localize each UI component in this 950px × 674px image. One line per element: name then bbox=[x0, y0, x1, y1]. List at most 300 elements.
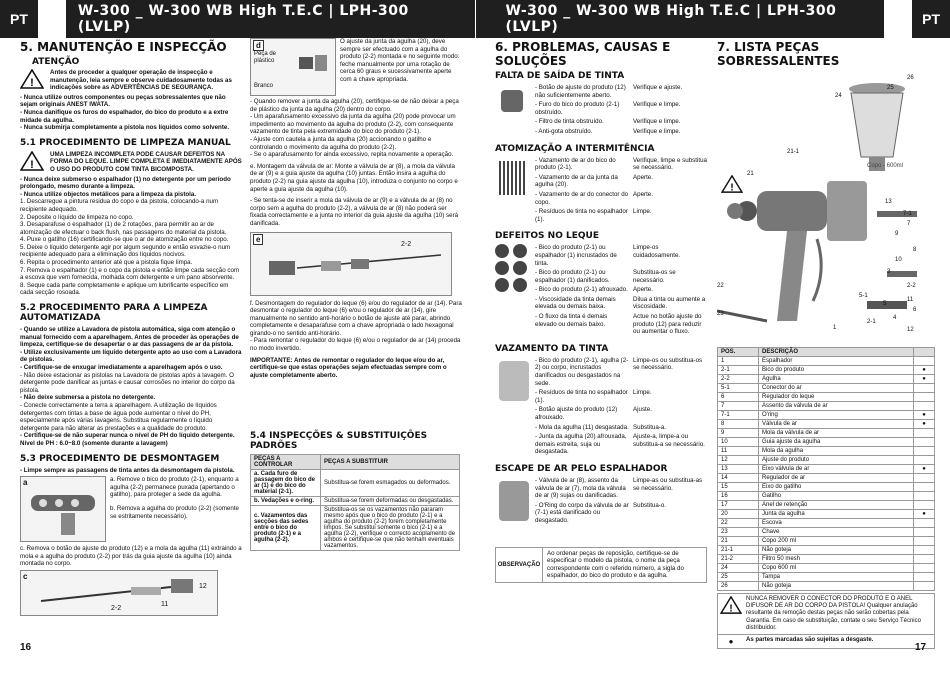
trouble-cause: - Vazamento de ar do bico do produto (2-1). bbox=[535, 156, 616, 172]
trouble-row bbox=[535, 357, 707, 387]
note-1: NUNCA REMOVER O CONECTOR DO PRODUTO E O ANEL DIFUSOR DE AR DO CORPO DA PISTOLA! Qualquer anulação resultante da remoção destas peças não serão cobertas pela Garantia. Em caso de substituição, contate o seu Serviço Técnico distribuidor. bbox=[746, 596, 921, 631]
diagram-part-label: 23 bbox=[717, 311, 724, 317]
warning-icon bbox=[720, 596, 742, 614]
parts-row bbox=[718, 528, 935, 537]
inspection-table bbox=[250, 454, 460, 551]
part-desc: Anel de retenção bbox=[759, 501, 914, 510]
parts-row bbox=[718, 492, 935, 501]
parts-row bbox=[718, 438, 935, 447]
obs-text: Ao ordenar peças de reposição, certifique-se de especificar o modelo da pistola, o nome da peça correspondente com o referido número, a sigla do espalhador, do bico do produto e da agulha. bbox=[547, 549, 684, 580]
troubleshooting-column bbox=[495, 38, 707, 583]
diagram-part-label: 22 bbox=[717, 283, 724, 289]
svg-text:!: ! bbox=[30, 158, 34, 171]
part-desc: Espalhador bbox=[759, 357, 914, 366]
col-pos: POS. bbox=[718, 348, 759, 357]
spray-gun-diagram bbox=[717, 71, 935, 341]
language-tag-right: PT bbox=[912, 0, 950, 38]
falta-illustration bbox=[495, 84, 535, 138]
part-desc: Junta da agulha bbox=[759, 510, 914, 519]
text-d4: - Ajuste com cautela a junta da agulha (20) accionando o gatilho e controlando o movimento da agulha do produto (2-2). bbox=[250, 135, 432, 151]
text-53: - Limpe sempre as passagens de tinta antes da desmontagem da pistola. bbox=[20, 466, 235, 474]
trouble-remedy: Verifique e limpe. bbox=[633, 118, 681, 126]
table-row bbox=[251, 506, 460, 551]
left-page-right-column bbox=[250, 38, 462, 551]
parts-row bbox=[718, 402, 935, 411]
figure-c bbox=[20, 570, 218, 616]
trouble-remedy: Substitua-os se necessário. bbox=[633, 269, 676, 284]
warning-block bbox=[20, 69, 242, 92]
parts-row bbox=[718, 357, 935, 366]
part-desc: Mola da agulha bbox=[759, 447, 914, 456]
part-desc: Mola da válvula de ar bbox=[759, 429, 914, 438]
parts-table bbox=[717, 347, 935, 591]
parts-row bbox=[718, 546, 935, 555]
trouble-cause: - Viscosidade da tinta demais elevada ou demais baixa. bbox=[535, 295, 616, 311]
text-e2: - Se tenta-se de inserir a mola da válvula de ar (9) e a válvula de ar (8) no corpo sem a agulha do produto (2-2), a válvula de ar (8) não poderá ser fixada correctamente e a junta no interior da guia ajuste da agulha (10) será danificada. bbox=[250, 197, 459, 227]
parts-row bbox=[718, 564, 935, 573]
parts-row bbox=[718, 375, 935, 384]
part-desc: Eixo válvula de ar bbox=[759, 465, 914, 474]
parts-row bbox=[718, 555, 935, 564]
wear-mark-icon: ● bbox=[728, 637, 734, 647]
wear-mark bbox=[914, 447, 935, 456]
part-pos: 7 bbox=[718, 402, 759, 411]
wear-mark: ● bbox=[914, 420, 935, 429]
warning-block-51 bbox=[20, 151, 242, 174]
atom-illustration bbox=[495, 157, 535, 226]
text-d1: O ajuste da junta da agulha (20), deve sempre ser efectuado com a agulha do produto (2-2) montada e no seguinte modo: feche manualmente por uma rotação de cerca 60 graus e sucessivamente aperte com a chave apropriada. bbox=[340, 38, 460, 83]
col-mark bbox=[914, 348, 935, 357]
wear-mark bbox=[914, 519, 935, 528]
left-header bbox=[0, 0, 476, 38]
cell: b. Vedações e o-ring. bbox=[251, 497, 321, 506]
part-desc: Eixo do gatilho bbox=[759, 483, 914, 492]
wear-mark bbox=[914, 483, 935, 492]
part-pos: 11 bbox=[718, 447, 759, 456]
figure-a bbox=[20, 476, 106, 542]
wear-mark bbox=[914, 492, 935, 501]
trouble-remedy: Verifique e limpe. bbox=[633, 127, 681, 135]
pattern-blob bbox=[495, 278, 509, 292]
trouble-cause: - Furo do bico do produto (2-1) obstruído. bbox=[535, 101, 620, 116]
pattern-blob bbox=[513, 244, 527, 258]
diagram-part-label: 6 bbox=[913, 307, 917, 313]
trouble-remedy: Substitua-a. bbox=[633, 423, 667, 431]
text-53c: c. Remova o botão de ajuste do produto (12) e a mola da agulha (11) extraindo a mola e a agulha do produto (2-2) por trás da guia ajuste da agulha (10) ainda montada no corpo. bbox=[20, 545, 242, 568]
part-pos: 21-2 bbox=[718, 555, 759, 564]
diagram-part-label: 24 bbox=[835, 93, 842, 99]
trouble-remedy: Dilua a tinta ou aumente a viscosidade. bbox=[633, 295, 706, 311]
atom-block bbox=[495, 157, 707, 226]
trouble-row bbox=[535, 389, 707, 404]
diagram-part-label: 9 bbox=[895, 231, 899, 237]
trouble-cause: - Resíduos de tinta no espalhador (1). bbox=[535, 389, 628, 404]
text-52g: - Certifique-se de não superar nunca o nível de PH do líquido detergente. Nível de PH : 6.0~8.0 (somente durante a lavagem) bbox=[20, 432, 235, 447]
bullet-2: - Nunca danifique os furos do espalhador, do bico do produto e a extre midade da agulha. bbox=[20, 108, 229, 124]
wear-mark bbox=[914, 438, 935, 447]
atencao-title: ATENÇÃO bbox=[32, 57, 80, 67]
trouble-cause: - Botão de ajuste do produto (12) não suficientemente aberto. bbox=[535, 84, 626, 99]
pattern-blob bbox=[495, 261, 509, 275]
note-box-2 bbox=[717, 635, 935, 649]
trouble-row bbox=[535, 191, 707, 206]
trouble-remedy: Ajuste. bbox=[633, 406, 652, 414]
trouble-row bbox=[535, 269, 707, 284]
figure-a-label: a bbox=[23, 478, 28, 488]
part-desc: Copo 600 ml bbox=[759, 564, 914, 573]
atom-list bbox=[535, 157, 707, 226]
trouble-row bbox=[535, 406, 707, 421]
wear-mark bbox=[914, 429, 935, 438]
text-52d: - Não deixe estacionar as pistolas na Lavadora de pistolas após a lavagem. O detergente pode danificar as juntas e causar corrosões no interior do corpo da pistola. bbox=[20, 371, 235, 394]
trouble-remedy: Limpe. bbox=[633, 389, 652, 397]
trouble-row bbox=[535, 128, 707, 136]
step-3: 3. Desaparafuse o espalhador (1) de 2 rotações, para permitir ao ar de atomização de efectuar o back flush, nas passagens do material da pistola. bbox=[20, 221, 227, 236]
pattern-blob bbox=[495, 244, 509, 258]
fig-d-row bbox=[250, 38, 462, 96]
part-desc: Copo 200 ml bbox=[759, 537, 914, 546]
pattern-row bbox=[495, 244, 535, 258]
col-header-subs: PEÇAS A SUBSTITUIR bbox=[321, 455, 460, 470]
sub-esc: ESCAPE DE AR PELO ESPALHADOR bbox=[495, 463, 668, 474]
step-6: 6. Repita o procedimento anterior até que a pistola fique limpa. bbox=[20, 259, 193, 267]
warning-icon bbox=[20, 151, 44, 171]
step-4: 4. Puxe o gatilho (16) certificando-se que o ar de atomização entre no copo. bbox=[20, 236, 229, 244]
figure-d-label: d bbox=[253, 40, 264, 51]
falta-block bbox=[495, 84, 707, 138]
wear-mark bbox=[914, 402, 935, 411]
parts-row bbox=[718, 429, 935, 438]
diagram-part-label: 2-2 bbox=[907, 283, 916, 289]
diagram-part-label: 7-1 bbox=[903, 211, 912, 217]
wear-mark bbox=[914, 564, 935, 573]
note-2: As partes marcadas são sujeitas a desgaste. bbox=[746, 637, 874, 644]
diagram-part-label: 4 bbox=[893, 315, 897, 321]
trouble-row bbox=[535, 174, 707, 189]
trouble-cause: - Botão ajuste do produto (12) afrouxado. bbox=[535, 406, 618, 421]
text-52b: - Utilize exclusivamente um líquido detergente apto ao uso com a Lavadora de pistolas. bbox=[20, 348, 242, 364]
diagram-part-label: 10 bbox=[895, 257, 902, 263]
trouble-remedy: Limpe-os ou substitua-os se necessário. bbox=[633, 356, 703, 372]
section-5-title: 5. MANUTENÇÃO E INSPECÇÃO bbox=[20, 40, 227, 54]
part-desc: Chave bbox=[759, 528, 914, 537]
left-column bbox=[20, 38, 242, 616]
part-pos: 10 bbox=[718, 438, 759, 447]
diagram-part-label: 3 bbox=[887, 269, 891, 275]
leque-illustration bbox=[495, 244, 535, 338]
wear-mark: ● bbox=[914, 366, 935, 375]
trouble-row bbox=[535, 157, 707, 172]
part-desc: O'ring bbox=[759, 411, 914, 420]
leque-list bbox=[535, 244, 707, 338]
trouble-remedy: Verifique e limpe. bbox=[633, 101, 681, 109]
part-pos: 2-1 bbox=[718, 366, 759, 375]
pattern-row bbox=[495, 261, 535, 275]
part-pos: 6 bbox=[718, 393, 759, 402]
label-12: 12 bbox=[199, 582, 207, 590]
step-7: 7. Remova o espalhador (1) e o copo da pistola e então limpe cada secção com a escova que vem fornecida, molhada com detergente e um pano absorvente. bbox=[20, 266, 240, 282]
pattern-blob bbox=[513, 278, 527, 292]
text-52c: - Certifique-se de enxugar imediatamente a aparelhagem após o uso. bbox=[20, 364, 223, 371]
parts-row bbox=[718, 573, 935, 582]
trouble-cause: - Válvula de ar (8), assento da válvula de ar (7), mola da válvula de ar (9) sujas ou danificadas. bbox=[535, 476, 626, 500]
trouble-row bbox=[535, 286, 707, 294]
parts-row bbox=[718, 474, 935, 483]
text-d5: - Se o aparafusamento for ainda excessivo, repita novamente a operação. bbox=[250, 151, 454, 159]
sub-atom: ATOMIZAÇÃO A INTERMITÊNCIA bbox=[495, 143, 655, 154]
part-pos: 21-1 bbox=[718, 546, 759, 555]
diagram-part-label: 26 bbox=[907, 75, 914, 81]
trouble-row bbox=[535, 502, 707, 525]
trouble-remedy: Aperte. bbox=[633, 190, 653, 198]
trouble-cause: - Anti-gota obstruído. bbox=[535, 127, 593, 135]
trouble-cause: - Vazamento de ar do conector do copo. bbox=[535, 190, 629, 206]
diagram-part-label: 5 bbox=[883, 301, 887, 307]
text-52e: - Não deixe submersa a pistola no detergente. bbox=[20, 394, 156, 402]
left-page: 5. MANUTENÇÃO E INSPECÇÃO ATENÇÃO ! Antes de proceder a qualquer operação de inspecção e manutenção, leia sempre e observe cuidadosamente todas as indicações sobre as ADVERTÊNCIAS DE SEGURANÇA. - Nunca utilize outros componentes ou peças sobressalentes que não sejam originais ANEST IWATA. - Nunca danifique os furos do espalhador, do bico do produto e a extre midade da agulha. - Nunca submirja completamente a pistola nos líquidos como solvente. 5.1 PROCEDIMENTO DE LIMPEZA MANUAL ! UMA LIMPEZA INCOMPLETA PODE CAUSAR DEFEITOS NA FORMA DO LEQUE. LIMPE COMPLETA E IMEDIATAMENTE APÓS O USO DO PRODUTO COM TINTA BICOMPOSTA. - Nunca deixe submerso o espalhador (1) no detergente por um período prolongado, mesmo durante a limpeza. - Nunca utilize objectos metálicos para a limpeza da pistola. 1. Descarregue a pintura residua do copo e da pistola, colocando-a num recipiente adequado. 2. Deposite o líquido de limpeza no copo. 3. Desaparafuse o espalhador (1) de 2 rotações, para permitir ao ar de atomização de efectuar o back flush, nas passagens do material da pistola. 4. Puxe o gatilho (16) certificando-se que o ar de atomização entre no copo. 5. Deixe o líquido detergente agir por algum segundo e então esvazie-o num recipiente adequado para a eliminação dos líquidos nocivos. 6. Repita o procedimento anterior até que a pistola fique limpa. 7. Remova o espalhador (1) e o copo da pistola e então limpe cada secção com a escova que vem fornecida, molhada com detergente e um pano absorvente. 8. Seque cada parte completamente e aplique um lubrificante específico em cada secção rosoada. 5.2 PROCEDIMENTO PARA A LIMPEZA AUTOMATIZADA - Quando se utilize a Lavadora de pistola automática, siga com atenção o manual fornecido com a aparelhagem. Antes de proceder às operações de limpeza, certifique-se de desapertar o ar das passagens de ar da pistola. - Utilize exclusivamente um líquido detergente apto ao uso com a Lavadora de pistolas. - Certifique-se de enxugar imediatamente a aparelhagem após o uso. - Não deixe estacionar as pistolas na Lavadora de pistolas após a lavagem. O detergente pode danificar as juntas e causar corrosões no interior do corpo da pistola. - Não deixe submersa a pistola no detergente. - Conecte correctamente a terra a aparelhagem. A utilização de líquidos detergentes com tintas a base de água pode aumentar o nível do PH, especialmente após várias lavagens. Substitua regularmente o líquido detergente para não alterar as prestações e a qualidade do produto. - Certifique-se de não superar nunca o nível de PH do líquido detergente. Nível de PH : 6.0~8.0 (somente durante a lavagem) 5.3 PROCEDIMENTO DE DESMONTAGEM - Limpe sempre as passagens de tinta antes da desmontagem da pistola. a a. Remove o bico do produto (2-1), enquanto a agulha (2-2) permanece puxada (apertando o gatilho), para proteger a sede da agulha. b. Remova a agulha do produto (2-2) (somente se estritamente necessário). c. Remova o botão de ajuste do produto (12) e a mola da agulha (11) extraindo a mola e a agulha do produto (2-2) por trás da guia ajuste da agulha (10) ainda montada no corpo. c 12 11 2-2 d Peça de plástico Branco O ajuste da junta da agulha (20), deve sempre ser efectuado com a agulha do produto (2-2) montada e no seguinte modo: feche manualmente por uma rotação de cerca 60 graus e sucessivamente aperte com a chave apropriada. - Quando remover a junta da agulha (20), certifique-se de não deixar a peça de plástico da junta da agulha (20) dentro do corpo. - Um aparafusamento excessivo da junta da agulha (20) pode provocar um impedimento ao movimento da agulha do produto (2-2), com consequente vazamento de tinta pela extremidade do bico do produto (2-1). - Ajuste com cautela a junta da agulha (20) accionando o gatilho e controlando o movimento da agulha do produto (2-2). - Se o aparafusamento for ainda excessivo, repita novamente a operação. e. Montagem da válvula de ar: Monte a válvula de ar (8), a mola da válvula de ar (9) e a guia ajuste da agulha (10) juntas. Então insira a agulha do produto (2-2) na guia ajuste da agulha (10), introduza o conjunto no corpo e aperte a guia ajuste da agulha (10). - Se tenta-se de inserir a mola da válvula de ar (9) e a válvula de ar (8) no corpo sem a agulha do produto (2-2), a válvula de ar (8) não poderá ser fixada correctamente e a junta no interior da guia ajuste da agulha (10) será danificada. e 2-2 f. Desmontagem do regulador do leque (6) e/ou do regulador de ar (14). Para desmontar o regulador do leque (6) e/ou o regulador de ar (14), gire manualmente no sentido anti-horário o botão de ajuste até parar, abrindo completamente e desaparafuse com a chave apropriada o lado hexagonal girando-o no sentido anti-horário. - Para remontar o regulador do leque (6) e/ou o regulador de ar (14) proceda no modo invertido. IMPORTANTE: Antes de remontar o regulador do leque e/ou do ar, certifique-se que estas operações sejam efectuadas sempre com o ajuste completamente aberto. 5.4 INSPECÇÕES & SUBSTITUIÇÕES PADRÕES PEÇAS A CONTROLAR PEÇAS A SUBSTITUIR a. Cada furo de passagem do bico de ar (1) e do bico do material (2-1). Substitua-se forem esmagados ou deformados. b. Vedações e o-ring. Substitua-se forem deformadas ou desgastadas. c. Vazamentos das secções das sedes entre o bico do produto (2-1) e a agulha (2-2). Substitua-os se os vazamentos não pararam mesmo após que o bico do produto (2-1) e a agulha do produto (2-2) forem completamente limpos. Se substitui somente o bico (2-1) e a agulha (2-2), verifique o correcto acoplamento de ambos e certifique-se que não tenham eventuais vazamentos. 16 bbox=[20, 38, 462, 653]
diagram-part-label: 7 bbox=[907, 221, 911, 227]
trouble-row bbox=[535, 101, 707, 116]
label-11: 11 bbox=[161, 600, 169, 608]
fig-a-text bbox=[110, 476, 242, 542]
part-desc: Assento da válvula de ar bbox=[759, 402, 914, 411]
svg-text:!: ! bbox=[729, 603, 733, 614]
label-branco: Branco bbox=[254, 83, 274, 89]
label-e-2-2: 2-2 bbox=[401, 240, 412, 248]
trouble-remedy: Aperte. bbox=[633, 173, 653, 181]
page-header bbox=[0, 0, 950, 38]
subsection-5-3: 5.3 PROCEDIMENTO DE DESMONTAGEM bbox=[20, 453, 220, 464]
vaz-list bbox=[535, 357, 707, 458]
parts-row bbox=[718, 519, 935, 528]
sub-vaz: VAZAMENTO DA TINTA bbox=[495, 343, 609, 354]
trouble-cause: - Filtro de tinta obstruído. bbox=[535, 118, 604, 126]
wear-mark: ● bbox=[914, 411, 935, 420]
trouble-cause: - Bico do produto (2-1) ou espalhador (1) incrustados de tinta. bbox=[535, 244, 617, 267]
parts-row bbox=[718, 465, 935, 474]
parts-row bbox=[718, 384, 935, 393]
wear-mark bbox=[914, 582, 935, 591]
leque-block bbox=[495, 244, 707, 338]
text-important: IMPORTANTE: Antes de remontar o regulador do leque e/ou do ar, certifique-se que estas operações sejam efectuadas sempre com o ajuste completamente aberto. bbox=[250, 356, 447, 379]
trouble-cause: - Mola da agulha (11) desgastada. bbox=[535, 423, 629, 431]
trouble-row bbox=[535, 477, 707, 500]
part-desc: Gatilho bbox=[759, 492, 914, 501]
trouble-remedy: Aperte. bbox=[633, 286, 653, 294]
trouble-cause: - Bico do produto (2-1) afrouxado. bbox=[535, 286, 628, 294]
step-5: 5. Deixe o líquido detergente agir por algum segundo e então esvazie-o num recipiente adequado para a eliminação dos líquidos nocivos. bbox=[20, 243, 231, 259]
right-header bbox=[476, 0, 950, 38]
vaz-illustration bbox=[495, 357, 535, 458]
wear-mark bbox=[914, 573, 935, 582]
parts-row bbox=[718, 537, 935, 546]
cell: Substitua-os se os vazamentos não pararam mesmo após que o bico do produto (2-1) e a agulha do produto (2-2) forem completamente limpos. Se substitui somente o bico (2-1) e a agulha (2-2), verifique o correcto acoplamento de ambos e certifique-se que não tenham eventuais vazamentos. bbox=[321, 506, 460, 551]
trouble-row bbox=[535, 118, 707, 126]
warning-icon bbox=[721, 175, 743, 193]
text-52f: - Conecte correctamente a terra a aparelhagem. A utilização de líquidos detergentes com tintas a base de água pode aumentar o nível do PH, especialmente após várias lavagens. Substitua regularmente o líquido detergente para não alterar as prestações e a qualidade do produto. bbox=[20, 401, 217, 432]
wear-mark bbox=[914, 357, 935, 366]
svg-text:!: ! bbox=[30, 77, 34, 89]
text-52a: - Quando se utilize a Lavadora de pistola automática, siga com atenção o manual fornecido com a aparelhagem. Antes de proceder às operações de limpeza, certifique-se de desapertar o ar das passagens de ar da pistola. bbox=[20, 326, 239, 349]
vaz-block bbox=[495, 357, 707, 458]
figure-d bbox=[250, 38, 336, 96]
parts-row bbox=[718, 420, 935, 429]
part-pos: 1 bbox=[718, 357, 759, 366]
col-header-ctrl: PEÇAS A CONTROLAR bbox=[251, 455, 321, 470]
part-desc: Não goteja bbox=[759, 582, 914, 591]
trouble-row bbox=[535, 296, 707, 311]
wear-mark bbox=[914, 537, 935, 546]
part-desc: Bico do produto bbox=[759, 366, 914, 375]
section-6-title: 6. PROBLEMAS, CAUSAS E SOLUÇÕES bbox=[495, 40, 671, 68]
parts-row bbox=[718, 447, 935, 456]
section-7-title: 7. LISTA PEÇAS SOBRESSALENTES bbox=[717, 40, 840, 68]
text-53a: a. Remove o bico do produto (2-1), enquanto a agulha (2-2) permanece puxada (apertando o gatilho), para proteger a sede da agulha. bbox=[110, 476, 239, 499]
part-pos: 25 bbox=[718, 573, 759, 582]
exploded-diagram bbox=[717, 71, 935, 341]
warning-text-51: UMA LIMPEZA INCOMPLETA PODE CAUSAR DEFEITOS NA FORMA DO LEQUE. LIMPE COMPLETA E IMEDIATAMENTE APÓS O USO DO PRODUTO COM TINTA BICOMPOSTA. bbox=[50, 150, 242, 173]
part-pos: 12 bbox=[718, 456, 759, 465]
part-pos: 13 bbox=[718, 465, 759, 474]
table-row bbox=[251, 497, 460, 506]
figure-e-label: e bbox=[253, 234, 263, 245]
wear-mark bbox=[914, 474, 935, 483]
note-box-1 bbox=[717, 593, 935, 635]
cell: a. Cada furo de passagem do bico de ar (1) e do bico do material (2-1). bbox=[251, 470, 321, 497]
cell: Substitua-se forem esmagados ou deformados. bbox=[321, 470, 460, 497]
text-d2: - Quando remover a junta da agulha (20), certifique-se de não deixar a peça de plástico da junta da agulha (20) dentro do corpo. bbox=[250, 98, 459, 113]
part-pos: 17 bbox=[718, 501, 759, 510]
part-pos: 24 bbox=[718, 564, 759, 573]
parts-row bbox=[718, 456, 935, 465]
trouble-remedy: Verifique e ajuste. bbox=[633, 84, 683, 91]
part-desc: Não goteja bbox=[759, 546, 914, 555]
warning-icon bbox=[20, 69, 44, 89]
trouble-cause: - O fluxo da tinta é demais elevado ou demais baixo. bbox=[535, 313, 608, 328]
trouble-row bbox=[535, 208, 707, 223]
subsection-5-2: 5.2 PROCEDIMENTO PARA A LIMPEZA AUTOMATIZADA bbox=[20, 303, 208, 324]
trouble-cause: - Resíduos de tinta no espalhador (1). bbox=[535, 208, 628, 223]
parts-row bbox=[718, 483, 935, 492]
sub-leque: DEFEITOS NO LEQUE bbox=[495, 231, 599, 242]
text-f2: - Para remontar o regulador do leque (6) e/ou o regulador de ar (14) proceda no modo invertido. bbox=[250, 337, 461, 353]
esc-block bbox=[495, 477, 707, 527]
parts-row bbox=[718, 366, 935, 375]
part-desc: Válvula de ar bbox=[759, 420, 914, 429]
text-53b: b. Remova a agulha do produto (2-2) (somente se estritamente necessário). bbox=[110, 504, 239, 520]
wear-mark bbox=[914, 393, 935, 402]
header-title-left: W-300 _ W-300 WB High T.E.C | LPH-300 (LVLP) bbox=[66, 0, 475, 38]
falta-list bbox=[535, 84, 707, 138]
bullet-3: - Nunca submirja completamente a pistola nos líquidos como solvente. bbox=[20, 124, 230, 132]
svg-text:!: ! bbox=[730, 182, 734, 193]
step-8: 8. Seque cada parte completamente e aplique um lubrificante específico em cada secção rosoada. bbox=[20, 281, 229, 297]
table-row bbox=[251, 470, 460, 497]
wrench-illustration bbox=[21, 477, 105, 541]
part-desc: Guia ajuste da agulha bbox=[759, 438, 914, 447]
part-pos: 7-1 bbox=[718, 411, 759, 420]
trouble-remedy: Limpe. bbox=[633, 208, 652, 216]
trouble-cause: - Junta da agulha (20) afrouxada, demais estreita, suja ou desgastada. bbox=[535, 433, 627, 456]
diagram-part-label: 8 bbox=[913, 247, 917, 253]
parts-row bbox=[718, 393, 935, 402]
air-valve-illustration bbox=[251, 233, 451, 295]
text-d3: - Um aparafusamento excessivo da junta da agulha (20) pode provocar um impedimento ao movimento da agulha do produto (2-2), com consequente vazamento de tinta pela extremidade do bico do produto (2-1). bbox=[250, 113, 456, 136]
parts-row bbox=[718, 510, 935, 519]
col-desc: DESCRIÇÃO bbox=[759, 348, 914, 357]
part-desc: Ajuste do produto bbox=[759, 456, 914, 465]
wear-mark bbox=[914, 555, 935, 564]
wear-mark bbox=[914, 384, 935, 393]
text-e1: e. Montagem da válvula de ar: Monte a válvula de ar (8), a mola da válvula de ar (9) e a guia ajuste da agulha (10) juntas. Então insira a agulha do produto (2-2) na guia ajuste da agulha (10), introduza o conjunto no corpo e aperte a guia ajuste da agulha (10). bbox=[250, 162, 458, 193]
wear-mark bbox=[914, 528, 935, 537]
cell: Substitua-se forem deformadas ou desgastadas. bbox=[321, 497, 460, 506]
parts-row bbox=[718, 501, 935, 510]
part-pos: 15 bbox=[718, 483, 759, 492]
part-desc: Regulador de ar bbox=[759, 474, 914, 483]
cell: c. Vazamentos das secções das sedes entre o bico do produto (2-1) e a agulha (2-2). bbox=[251, 506, 321, 551]
part-pos: 14 bbox=[718, 474, 759, 483]
part-desc: Tampa bbox=[759, 573, 914, 582]
obs-label: OBSERVAÇÃO bbox=[496, 548, 543, 582]
trouble-cause: - Bico do produto (2-1) ou espalhador (1) danificados. bbox=[535, 269, 610, 284]
step-1: 1. Descarregue a pintura residua do copo e da pistola, colocando-a num recipiente adequado. bbox=[20, 198, 219, 213]
trouble-row bbox=[535, 244, 707, 267]
diagram-part-label: 5-1 bbox=[859, 293, 868, 299]
diagram-part-label: 2-1 bbox=[867, 319, 876, 325]
trouble-remedy: Ajuste-a, limpe-a ou substitua-a se necessário. bbox=[633, 433, 705, 448]
text-f1: f. Desmontagem do regulador do leque (6) e/ou do regulador de ar (14). Para desmontar o regulador do leque (6) e/ou o regulador de ar (14), gire manualmente no sentido anti-horário o botão de ajuste até parar, abrindo completamente e desaparafuse com a chave apropriada o lado hexagonal girando-o no sentido anti-horário. bbox=[250, 299, 462, 337]
label-peca-plastico: Peça de plástico bbox=[254, 51, 277, 65]
part-pos: 21 bbox=[718, 537, 759, 546]
part-pos: 5-1 bbox=[718, 384, 759, 393]
wear-mark: ● bbox=[914, 510, 935, 519]
esc-illustration bbox=[495, 477, 535, 527]
header-title-right: W-300 _ W-300 WB High T.E.C | LPH-300 (LVLP) bbox=[476, 0, 885, 38]
pattern-row bbox=[495, 278, 535, 292]
wear-mark: ● bbox=[914, 465, 935, 474]
part-desc: Filtro 50 mesh bbox=[759, 555, 914, 564]
trouble-row bbox=[535, 84, 707, 99]
trouble-row bbox=[535, 424, 707, 432]
part-pos: 26 bbox=[718, 582, 759, 591]
sub-falta: FALTA DE SAÍDA DE TINTA bbox=[495, 71, 625, 81]
wear-mark bbox=[914, 456, 935, 465]
diagram-part-label: 21 bbox=[747, 171, 754, 177]
step-2: 2. Deposite o líquido de limpeza no copo. bbox=[20, 213, 134, 221]
part-pos: 23 bbox=[718, 528, 759, 537]
pattern-blob bbox=[513, 261, 527, 275]
fig-a-row bbox=[20, 476, 242, 542]
wear-mark bbox=[914, 501, 935, 510]
diagram-part-label: 12 bbox=[907, 327, 914, 333]
subsection-5-1: 5.1 PROCEDIMENTO DE LIMPEZA MANUAL bbox=[20, 137, 231, 148]
figure-c-label: c bbox=[23, 571, 28, 581]
parts-column bbox=[717, 38, 935, 649]
bullet-51a: - Nunca deixe submerso o espalhador (1) no detergente por um período prolongado, mesmo durante a limpeza. bbox=[20, 175, 231, 191]
parts-body bbox=[718, 357, 935, 591]
part-pos: 9 bbox=[718, 429, 759, 438]
wear-mark bbox=[914, 546, 935, 555]
part-pos: 22 bbox=[718, 519, 759, 528]
diagram-part-label: 11 bbox=[907, 297, 914, 303]
trouble-cause: - O'Ring do corpo da válvula de ar (7-1) está danificado ou desgastado. bbox=[535, 501, 629, 524]
parts-row bbox=[718, 582, 935, 591]
esc-list bbox=[535, 477, 707, 527]
trouble-row bbox=[535, 313, 707, 336]
part-desc: Escova bbox=[759, 519, 914, 528]
warning-text: Antes de proceder a qualquer operação de inspecção e manutenção, leia sempre e observe cuidadosamente todas as indicações sobre as ADVERTÊNCIAS DE SEGURANÇA. bbox=[50, 69, 232, 92]
